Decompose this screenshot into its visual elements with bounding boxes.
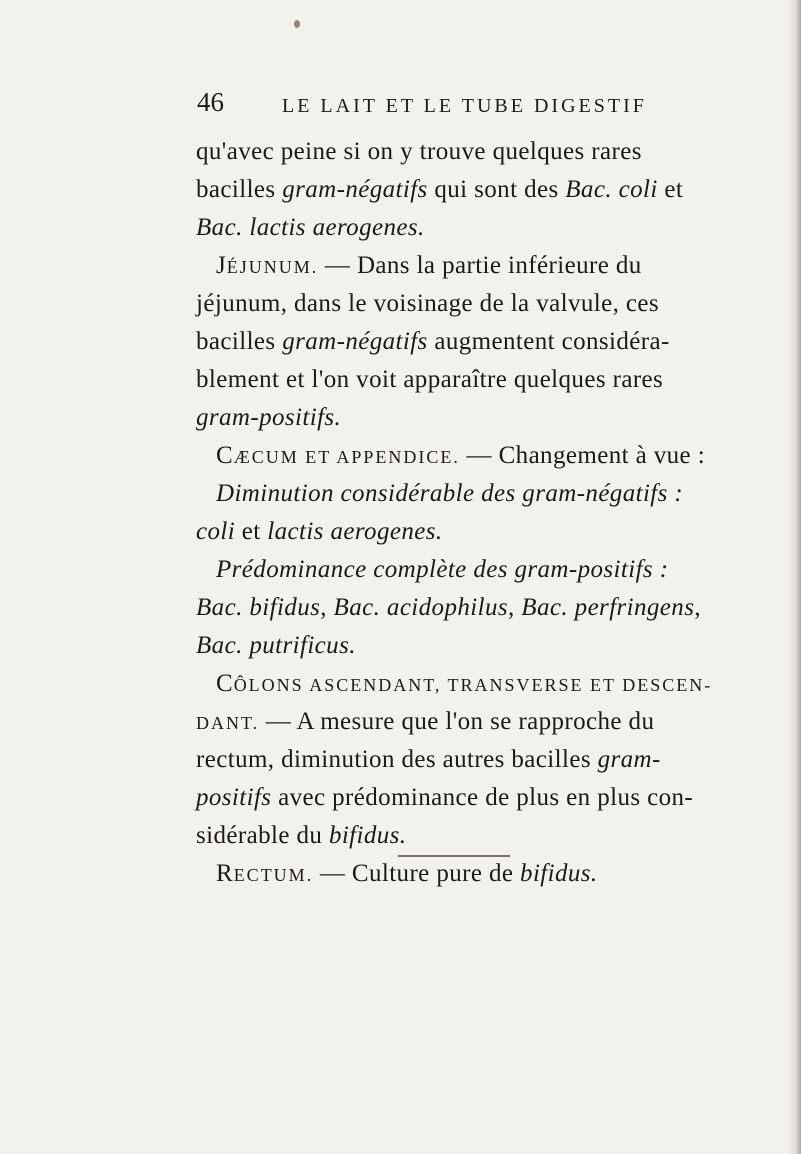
ink-spot [294,20,300,28]
text-line: blement et l'on voit apparaître quelques rares [196,366,664,393]
text-line: positifs avec prédominance de plus en plus con- [196,784,694,811]
text-line: sidérable du bifidus. [196,822,407,849]
text-line: coli et lactis aerogenes. [196,518,443,545]
section-heading-colons: CÔLONS ASCENDANT, TRANSVERSE ET DESCEN- [216,670,713,697]
section-heading-caecum: CÆCUM ET APPENDICE. — Changement à vue : [216,442,706,469]
text-line: Bac. bifidus, Bac. acidophilus, Bac. perfringens, [196,594,701,621]
text-line: Bac. putrificus. [196,632,356,659]
text-line: rectum, diminution des autres bacilles gram- [196,746,661,773]
page-edge-shadow [787,0,801,1154]
text-line: DANT. — A mesure que l'on se rapproche du [196,708,655,735]
text-line: Diminution considérable des gram-négatifs : [216,480,684,507]
text-line: Bac. lactis aerogenes. [196,214,425,241]
page-header [197,87,757,125]
text-line: bacilles gram-négatifs augmentent considéra- [196,328,670,355]
text-line: qu'avec peine si on y trouve quelques rares [196,138,642,165]
section-heading-jejunum: JÉJUNUM. — Dans la partie inférieure du [216,252,642,279]
page-number: 46 [197,87,224,117]
body-text [196,133,713,893]
text-line: bacilles gram-négatifs qui sont des Bac. coli et [196,176,684,203]
running-title: LE LAIT ET LE TUBE DIGESTIF [282,95,647,117]
text-line: gram-positifs. [196,404,342,431]
text-line: Prédominance complète des gram-positifs : [216,556,669,583]
section-heading-rectum: RECTUM. — Culture pure de bifidus. [216,860,598,887]
text-line: jéjunum, dans le voisinage de la valvule, ces [196,290,660,317]
section-divider [398,855,510,857]
